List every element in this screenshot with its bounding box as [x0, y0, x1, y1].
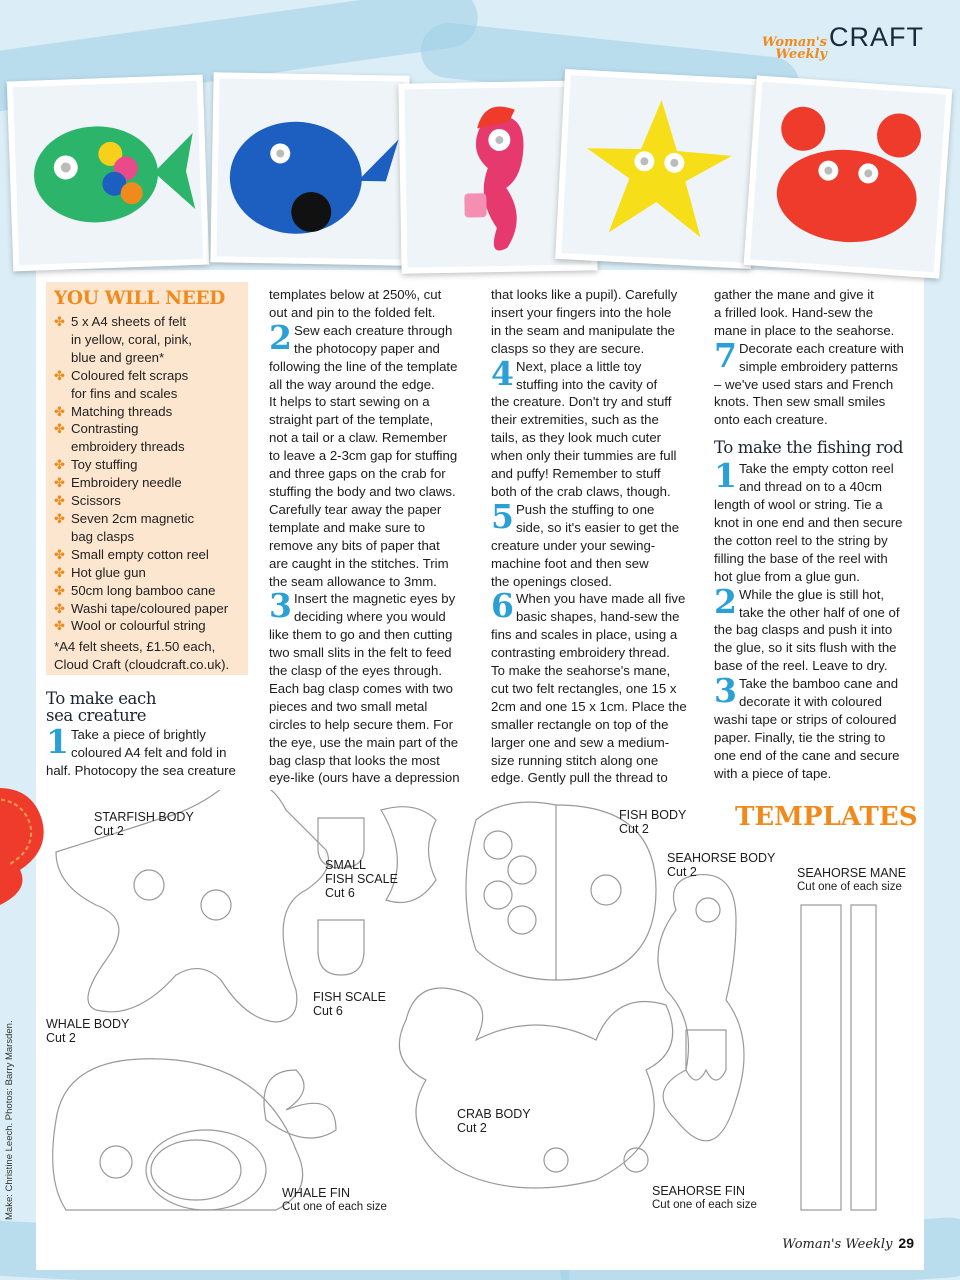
fish-body-scale	[508, 856, 536, 884]
bullet-icon: ✤	[54, 421, 66, 437]
seahorse-eye	[696, 898, 720, 922]
bullet-icon: ✤	[54, 475, 66, 491]
photo-fish	[7, 75, 210, 272]
step-number: 3	[269, 586, 292, 626]
material-item: ✤ 50cm long bamboo cane	[54, 582, 216, 598]
instructions-column-2: templates below at 250%, cut out and pin to the folded felt. 2 Sew each creature through the photocopy paper and following the line of the template all the way around the edge. It helps to start sewing on a straight part of the template, not a tail or a claw. Remember to leave a 2-3cm gap for stuffing and three gaps on the crab for stuffing the body and two claws. Carefully tear away the paper template and make sure to remove any bits of paper that are caught in the stitches. Trim the seam allowance to 3mm. 3 Insert the magnetic eyes by deciding where you would like them to go and then cutting two small slits in the felt to feed the clasp of the eyes through. Each bag clasp comes with two pieces and two small metal circles to help secure them. For the eye, use the main part of the bag clasp that looks the most eye-like (ours have a depression	[269, 286, 481, 787]
felt-note: *A4 felt sheets, £1.50 each, Cloud Craft (cloudcraft.co.uk).	[54, 639, 230, 673]
instructions-column-3: that looks like a pupil). Carefully insert your fingers into the hole in the seam and manipulate the clasps so they are secure. 4 Next, place a little toy stuffing into the cavity of the creature. Don't try and stuff their extremities, such as the tails, as they look much cuter when only their tummies are full and puffy! Remember to stuff both of the crab claws, though. 5 Push the stuffing to one side, so it's easier to get the creature under your sewing- machine foot and then sew the openings closed. 6 When you have made all five basic shapes, hand-sew the fins and scales in place, using a contrasting embroidery thread. To make the seahorse's mane, cut two felt rectangles, one 15 x 2cm and one 15 x 1cm. Place the smaller rectangle on top of the larger one and sew a medium- size running stitch along one edge. Gently pull the thread to	[491, 286, 703, 787]
material-item: ✤ Contrasting embroidery threads	[54, 421, 185, 455]
fish-body-scale	[484, 881, 512, 909]
photo-crab	[744, 75, 953, 278]
bullet-icon: ✤	[54, 314, 66, 329]
material-item: ✤ Scissors	[54, 493, 121, 509]
material-item: ✤ Matching threads	[54, 403, 173, 419]
step-7-text: 7 Decorate each creature with simple embroidery patterns – we've used stars and French knots. Then sew small smiles onto each creature.	[714, 335, 904, 428]
step-number: 5	[491, 496, 514, 536]
starfish-eye-left	[134, 870, 164, 900]
brand-logo: Woman's Weekly	[761, 35, 827, 62]
fish-eye	[591, 875, 621, 905]
seahorse-fin-template	[686, 1030, 726, 1080]
material-item: ✤ Toy stuffing	[54, 457, 138, 473]
starfish-eye-right	[201, 890, 231, 920]
step-3-text: 3 Insert the magnetic eyes by deciding where you would like them to go and then cutting two small slits in the felt to feed the clasp of the eyes through. Each bag clasp comes with two pieces and two small metal circles to help secure them. For the eye, use the main part of the bag clasp that looks the most eye-like (ours have a depression	[269, 586, 460, 786]
crab-body-template	[399, 988, 672, 1188]
fish-scale-template	[318, 920, 364, 975]
materials-list	[54, 313, 238, 635]
material-item: ✤ Wool or colourful string	[54, 618, 206, 634]
bullet-icon: ✤	[54, 546, 66, 562]
seahorse-mane-label: SEAHORSE MANE Cut one of each size	[797, 866, 907, 893]
bullet-icon: ✤	[54, 493, 66, 509]
material-item: ✤ Coloured felt scraps for fins and scales	[54, 367, 189, 401]
bullet-icon: ✤	[54, 457, 66, 473]
starfish-label: STARFISH BODY Cut 2	[94, 810, 194, 838]
fish-scale-label: FISH SCALE Cut 6	[313, 990, 386, 1018]
page-number: 29	[898, 1235, 914, 1251]
templates-diagram	[36, 790, 924, 1230]
material-item: ✤ Hot glue gun	[54, 564, 146, 580]
you-will-need-box	[46, 282, 248, 675]
fish-body-scale	[484, 831, 512, 859]
whale-eye	[100, 1146, 132, 1178]
seahorse-body-template	[658, 875, 744, 1141]
photo-strip	[0, 60, 960, 290]
step-number: 2	[269, 317, 292, 357]
you-will-need-title: YOU WILL NEED	[54, 288, 226, 309]
templates-title: TEMPLATES	[735, 802, 918, 832]
whale-fin-label: WHALE FIN Cut one of each size	[282, 1186, 387, 1213]
fish-body-label: FISH BODY Cut 2	[619, 808, 687, 836]
instructions-column-4: gather the mane and give it a frilled look. Hand-sew the mane in place to the seahorse. 7 Decorate each creature with simple embroidery patterns – we've used stars and French knots. Then sew small smiles onto each creature. To make the fishing rod 1 Take the empty cotton reel and thread on to a 40cm length of wool or string. Tie a knot in one end and then secure the cotton reel to the string by filling the base of the reel with hot glue from a glue gun. 2 While the glue is still hot, take the other half of one of the bag clasps and push it into the glue, so it sits flush with the base of the reel. Leave to dry. 3 Take the bamboo cane and decorate it with coloured washi tape or strips of coloured paper. Finally, tie the string to one end of the cane and secure with a piece of tape.	[714, 286, 926, 783]
crab-body-label: CRAB BODY Cut 2	[457, 1107, 531, 1135]
whale-fin-template	[151, 1140, 241, 1200]
bullet-icon: ✤	[54, 367, 66, 383]
footer-magazine: Woman's Weekly	[782, 1237, 893, 1252]
magazine-header	[762, 22, 924, 61]
seahorse-mane-template-small	[851, 905, 876, 1210]
page-footer	[782, 1235, 914, 1252]
fishing-rod-step-1: 1 Take the empty cotton reel and thread on to a 40cm length of wool or string. Tie a knot in one end and then secure the cotton reel to the string by filling the base of the reel with hot glue from a glue gun.	[714, 456, 903, 584]
small-fish-scale-label: SMALL FISH SCALE Cut 6	[325, 858, 398, 900]
bullet-icon: ✤	[54, 564, 66, 580]
bullet-icon: ✤	[54, 618, 66, 634]
fish-body-scale	[508, 906, 536, 934]
material-item: ✤ Embroidery needle	[54, 475, 182, 491]
bullet-icon: ✤	[54, 600, 66, 616]
material-item: ✤ Small empty cotton reel	[54, 546, 209, 562]
photo-credit: Make: Christine Leech. Photos: Barry Marsden.	[4, 1020, 15, 1220]
fishing-rod-step-3: 3 Take the bamboo cane and decorate it with coloured washi tape or strips of coloured paper. Finally, tie the string to one end of the cane and secure with a piece of tape.	[714, 671, 900, 781]
whale-tail-template	[264, 1070, 336, 1138]
bullet-icon: ✤	[54, 403, 66, 419]
seahorse-mane-template-large	[801, 905, 841, 1210]
sea-creature-section: To make each sea creature 1 Take a piece of brightly coloured A4 felt and fold in half. Photocopy the sea creature	[46, 690, 252, 780]
step-number: 1	[46, 722, 69, 761]
whale-body-label: WHALE BODY Cut 2	[46, 1017, 130, 1045]
fishing-rod-heading: To make the fishing rod	[714, 438, 904, 458]
step-number: 6	[491, 586, 514, 626]
material-item: ✤ 5 x A4 sheets of felt in yellow, coral, pink, blue and green*	[54, 314, 192, 365]
fishing-rod-step-2: 2 While the glue is still hot, take the other half of one of the bag clasps and push it into the glue, so it sits flush with the base of the reel. Leave to dry.	[714, 581, 900, 674]
sea-creature-heading: To make each sea creature	[46, 689, 157, 725]
step-4-text: 4 Next, place a little toy stuffing into the cavity of the creature. Don't try and stuff their extremities, such as the tails, as they look much cuter when only their tummies are full and puffy! Remember to stuff both of the crab claws, though.	[491, 353, 677, 499]
photo-starfish	[555, 69, 761, 269]
step-5-text: 5 Push the stuffing to one side, so it's easier to get the creature under your sewing- machine foot and then sew the openings closed.	[491, 496, 680, 589]
step-6-text: 6 When you have made all five basic shapes, hand-sew the fins and scales in place, using a contrasting embroidery thread. To make the seahorse's mane, cut two felt rectangles, one 15 x 2cm and one 15 x 1cm. Place the smaller rectangle on top of the larger one and sew a medium- size running stitch along one edge. Gently pull the thread to	[491, 586, 687, 786]
step-2-text: 2 Sew each creature through the photocopy paper and following the line of the template all the way around the edge. It helps to start sewing on a straight part of the template, not a tail or a claw. Remember to leave a 2-3cm gap for stuffing and three gaps on the crab for stuffing the body and two claws. Carefully tear away the paper template and make sure to remove any bits of paper that are caught in the stitches. Trim the seam allowance to 3mm.	[269, 317, 458, 589]
seahorse-fin-label: SEAHORSE FIN Cut one of each size	[652, 1184, 757, 1211]
bullet-icon: ✤	[54, 582, 66, 598]
crab-eye-left	[544, 1148, 568, 1172]
material-item: ✤ Seven 2cm magnetic bag clasps	[54, 510, 195, 544]
section-title: CRAFT	[829, 22, 924, 52]
bullet-icon: ✤	[54, 510, 66, 526]
seahorse-body-label: SEAHORSE BODY Cut 2	[667, 851, 776, 879]
photo-whale	[210, 72, 409, 265]
step-number: 7	[714, 335, 737, 375]
step-number: 4	[491, 353, 514, 393]
whale-fin-template	[146, 1130, 266, 1210]
material-item: ✤ Washi tape/coloured paper	[54, 600, 229, 616]
